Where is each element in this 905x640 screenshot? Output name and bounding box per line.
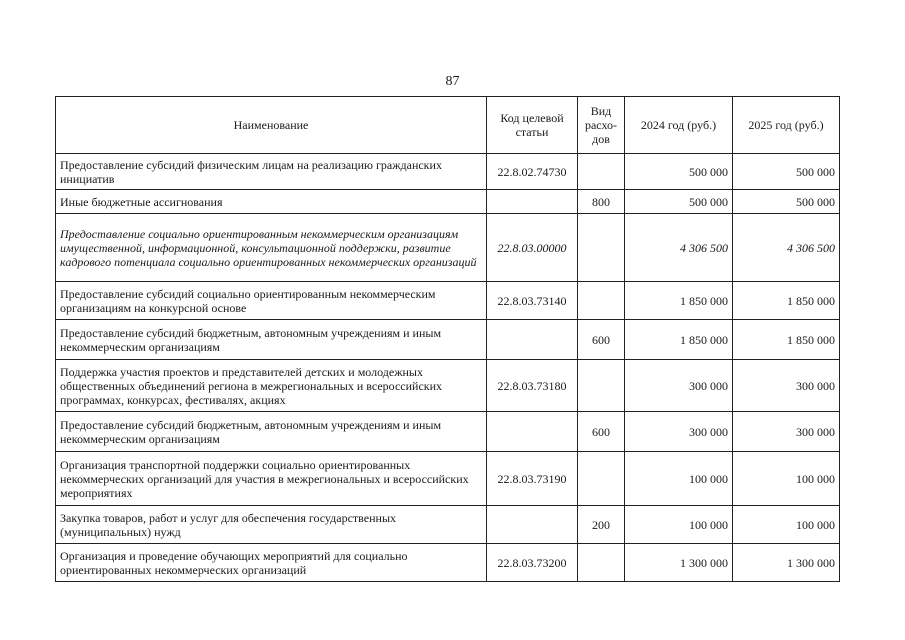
page-number: 87 — [445, 74, 460, 89]
header-code: Код целевой статьи — [487, 97, 578, 154]
row-name: Предоставление субсидий бюджетным, автономным учреждениям и иным некоммерческим организациям — [56, 412, 487, 452]
row-kind: 600 — [578, 320, 625, 360]
row-2024: 1 300 000 — [625, 544, 733, 582]
row-name: Предоставление субсидий социально ориентированным некоммерческим организациям на конкурсной основе — [56, 282, 487, 320]
row-kind — [578, 360, 625, 412]
row-name: Организация транспортной поддержки социально ориентированных некоммерческих организаций для участия в межрегиональных и всероссийских мероприятиях — [56, 452, 487, 506]
row-2024: 500 000 — [625, 154, 733, 190]
row-kind: 800 — [578, 190, 625, 214]
row-kind — [578, 452, 625, 506]
row-code — [487, 190, 578, 214]
row-2025: 1 300 000 — [733, 544, 840, 582]
row-name: Закупка товаров, работ и услуг для обеспечения государственных (муниципальных) нужд — [56, 506, 487, 544]
row-code: 22.8.03.00000 — [487, 214, 578, 282]
row-2025: 300 000 — [733, 412, 840, 452]
row-kind: 600 — [578, 412, 625, 452]
row-2025: 100 000 — [733, 506, 840, 544]
table-row — [56, 544, 840, 582]
row-code: 22.8.02.74730 — [487, 154, 578, 190]
row-2024: 4 306 500 — [625, 214, 733, 282]
row-code — [487, 320, 578, 360]
row-kind: 200 — [578, 506, 625, 544]
table-row — [56, 282, 840, 320]
row-2025: 1 850 000 — [733, 282, 840, 320]
budget-table — [55, 96, 840, 582]
row-2024: 1 850 000 — [625, 282, 733, 320]
table-row — [56, 506, 840, 544]
row-kind — [578, 214, 625, 282]
table-row — [56, 190, 840, 214]
table-header-row — [56, 97, 840, 154]
row-code: 22.8.03.73180 — [487, 360, 578, 412]
table-row — [56, 452, 840, 506]
table-row — [56, 320, 840, 360]
row-2025: 4 306 500 — [733, 214, 840, 282]
row-code: 22.8.03.73140 — [487, 282, 578, 320]
header-2025: 2025 год (руб.) — [733, 97, 840, 154]
row-2024: 500 000 — [625, 190, 733, 214]
row-code — [487, 506, 578, 544]
header-name: Наименование — [56, 97, 487, 154]
row-2025: 1 850 000 — [733, 320, 840, 360]
header-2024: 2024 год (руб.) — [625, 97, 733, 154]
header-kind: Вид расхо- дов — [578, 97, 625, 154]
row-kind — [578, 544, 625, 582]
row-2025: 300 000 — [733, 360, 840, 412]
row-name: Организация и проведение обучающих мероприятий для социально ориентированных некоммерческих организаций — [56, 544, 487, 582]
row-kind — [578, 154, 625, 190]
row-name: Предоставление субсидий бюджетным, автономным учреждениям и иным некоммерческим организациям — [56, 320, 487, 360]
row-2024: 100 000 — [625, 452, 733, 506]
row-2024: 1 850 000 — [625, 320, 733, 360]
row-name: Предоставление социально ориентированным некоммерческим организациям имущественной, информационной, консультационной поддержки, развитие кадрового потенциала социально ориентированных некоммерческих организаций — [56, 214, 487, 282]
row-code — [487, 412, 578, 452]
table-row — [56, 214, 840, 282]
row-2025: 100 000 — [733, 452, 840, 506]
row-name: Поддержка участия проектов и представителей детских и молодежных общественных объединений региона в межрегиональных и всероссийских программах, конкурсах, фестивалях, акциях — [56, 360, 487, 412]
row-code: 22.8.03.73190 — [487, 452, 578, 506]
row-2024: 300 000 — [625, 360, 733, 412]
row-kind — [578, 282, 625, 320]
table-row — [56, 412, 840, 452]
row-2025: 500 000 — [733, 190, 840, 214]
table-row — [56, 154, 840, 190]
row-2024: 100 000 — [625, 506, 733, 544]
row-code: 22.8.03.73200 — [487, 544, 578, 582]
row-2024: 300 000 — [625, 412, 733, 452]
row-name: Предоставление субсидий физическим лицам на реализацию гражданских инициатив — [56, 154, 487, 190]
table-row — [56, 360, 840, 412]
row-name: Иные бюджетные ассигнования — [56, 190, 487, 214]
row-2025: 500 000 — [733, 154, 840, 190]
